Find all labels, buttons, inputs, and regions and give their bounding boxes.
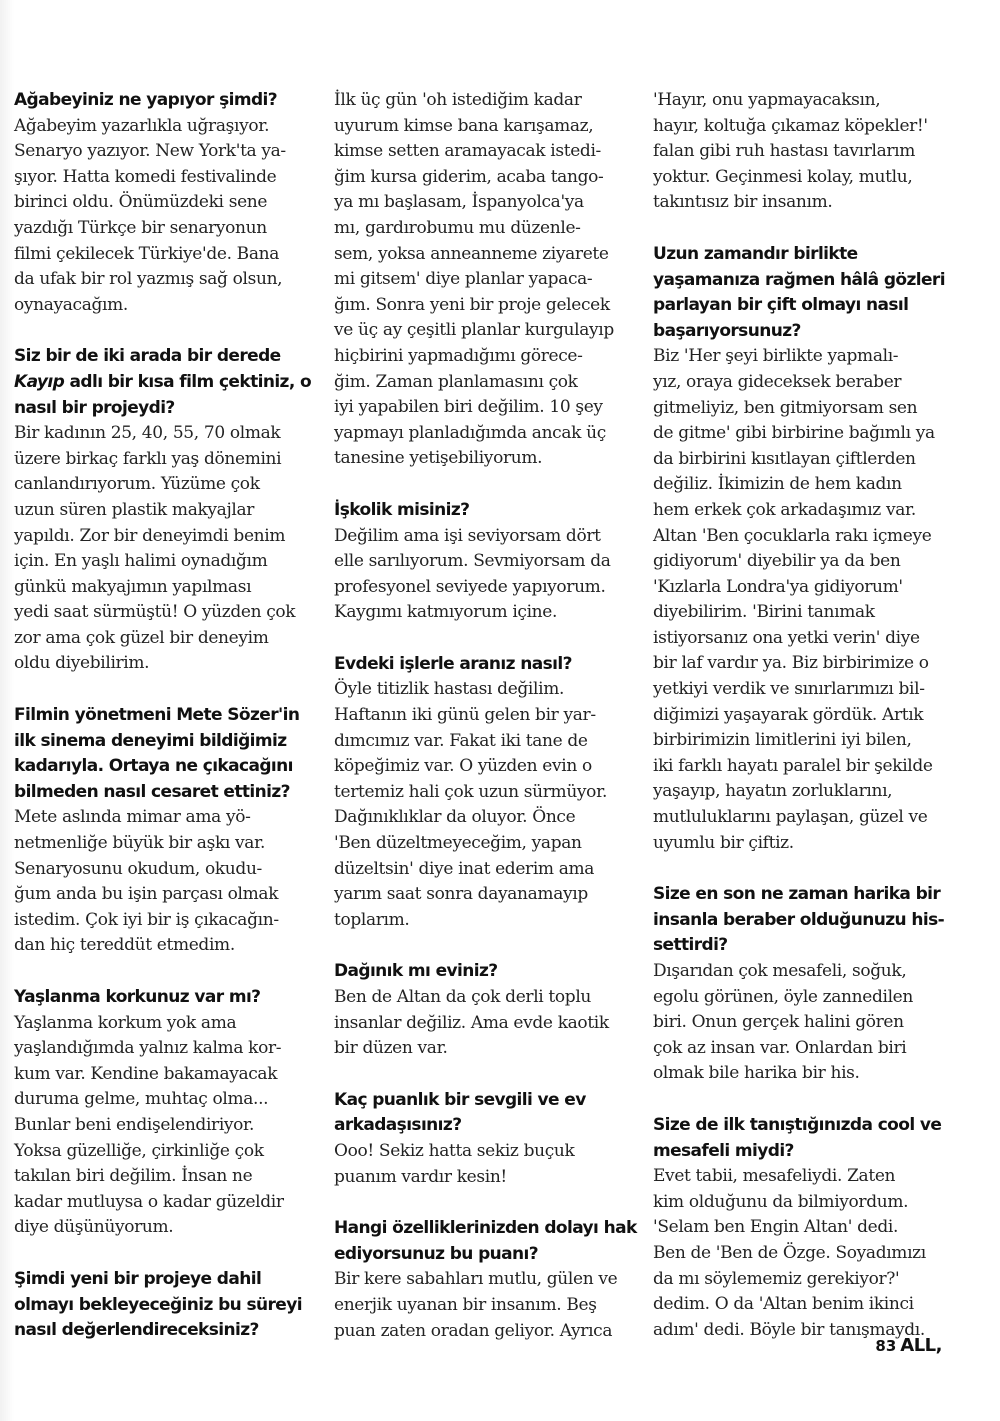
interview-answer xyxy=(653,1164,953,1343)
answer-line: Dışarıdan çok mesafeli, soğuk, xyxy=(653,961,907,981)
answer-line: yazdığı Türkçe bir senaryonun xyxy=(14,217,267,238)
answer-line: iki farklı hayatı paralel bir şekilde xyxy=(653,755,933,776)
answer-line: Bunlar beni endişelendiriyor. xyxy=(14,1114,255,1135)
answer-line: dedim. O da 'Altan benim ikinci xyxy=(653,1294,914,1315)
interview-answer xyxy=(334,1139,634,1190)
answer-line: 'Kızlarla Londra'ya gidiyorum' xyxy=(653,576,903,597)
answer-line: Bir kadının 25, 40, 55, 70 olmak xyxy=(14,423,281,444)
column-3 xyxy=(653,88,953,1369)
qa-block xyxy=(14,344,314,677)
answer-line: takıntısız bir insanım. xyxy=(653,192,833,213)
question-line: Evdeki işlerle aranız nasıl? xyxy=(334,653,572,674)
answer-line: ğim kursa giderim, acaba tango- xyxy=(334,166,604,187)
page-number: 83 xyxy=(875,1337,897,1355)
interview-answer xyxy=(334,677,634,933)
answer-line: adım' dedi. Böyle bir tanışmaydı. xyxy=(653,1319,925,1340)
answer-line: diye düşünüyorum. xyxy=(14,1217,174,1238)
answer-line: Bir kere sabahları mutlu, gülen ve xyxy=(334,1269,618,1290)
answer-line: da ufak bir rol yazmış sağ olsun, xyxy=(14,269,283,290)
answer-line: Altan 'Ben çocuklarla rakı içmeye xyxy=(653,525,932,546)
interview-question xyxy=(14,985,314,1011)
answer-line: de gitme' gibi birbirine bağımlı ya xyxy=(653,423,935,444)
answer-line: ya mı başlasam, İspanyolca'ya xyxy=(334,192,584,213)
question-line: Uzun zamandır birlikte xyxy=(653,243,858,264)
question-line: Size de ilk tanıştığınızda cool ve xyxy=(653,1114,942,1135)
answer-line: Senaryosunu okudum, okudu- xyxy=(14,858,262,879)
answer-line: yapıldı. Zor bir deneyimdi benim xyxy=(14,525,286,546)
answer-line: olmak bile harika bir his. xyxy=(653,1063,860,1084)
question-line: Siz bir de iki arada bir derede xyxy=(14,346,281,367)
answer-line: yapmayı planladığımda ancak üç xyxy=(334,422,606,443)
answer-line: Dağınıklıklar da oluyor. Önce xyxy=(334,807,576,828)
answer-line: diğimizi yaşayarak gördük. Artık xyxy=(653,704,924,725)
answer-line: 'Hayır, onu yapmayacaksın, xyxy=(653,90,881,110)
interview-answer xyxy=(653,88,953,216)
answer-line: filmi çekilecek Türkiye'de. Bana xyxy=(14,243,279,264)
interview-answer xyxy=(14,114,314,319)
question-line: Kayıp adlı bir kısa film çektiniz, o xyxy=(14,371,312,392)
qa-block xyxy=(14,88,314,318)
answer-line: yız, oraya gideceksek beraber xyxy=(653,371,902,392)
answer-line: ğim. Zaman planlamasını çok xyxy=(334,371,578,392)
column-2 xyxy=(334,88,637,1370)
answer-line: Kaygımı katmıyorum içine. xyxy=(334,602,558,623)
question-line: insanla beraber olduğunuzu his- xyxy=(653,909,945,930)
qa-block xyxy=(653,242,953,856)
answer-line: Değilim ama işi seviyorsam dört xyxy=(334,525,601,546)
answer-line: yoktur. Geçinmesi kolay, mutlu, xyxy=(653,166,913,187)
answer-line: gidiyorum' diyebilir ya da ben xyxy=(653,551,901,572)
answer-line: uyumlu bir çiftiz. xyxy=(653,832,794,853)
question-line: nasıl bir projeydi? xyxy=(14,397,175,418)
answer-line: gitmeliyiz, ben gitmiyorsam sen xyxy=(653,397,918,418)
interview-answer xyxy=(334,985,634,1062)
answer-line: değiliz. İkimizin de hem kadın xyxy=(653,474,902,495)
answer-line: profesyonel seviyede yapıyorum. xyxy=(334,576,606,597)
question-line: ilk sinema deneyimi bildiğimiz xyxy=(14,730,287,751)
answer-line: çok az insan var. Onlardan biri xyxy=(653,1037,907,1058)
answer-line: Senaryo yazıyor. New York'ta ya- xyxy=(14,141,286,162)
interview-question xyxy=(334,652,634,678)
answer-line: da birbirini kısıtlayan çiftlerden xyxy=(653,448,916,469)
answer-line: uyurum kimse bana karışamaz, xyxy=(334,115,594,136)
answer-line: mi gitsem' diye planlar yapaca- xyxy=(334,269,593,290)
interview-question xyxy=(14,344,314,421)
column-1 xyxy=(14,88,314,1370)
answer-line: İlk üç gün 'oh istediğim kadar xyxy=(334,90,582,110)
question-line: Hangi özelliklerinizden dolayı hak xyxy=(334,1218,637,1239)
answer-line: kim olduğunu da bilmiyordum. xyxy=(653,1191,909,1212)
answer-line: hiçbirini yapmadığımı görece- xyxy=(334,345,583,366)
question-line: Size en son ne zaman harika bir xyxy=(653,884,941,905)
answer-line: ve üç ay çeşitli planlar kurgulayıp xyxy=(334,320,614,341)
qa-block xyxy=(334,652,634,934)
qa-block xyxy=(334,1088,634,1190)
question-line: Şimdi yeni bir projeye dahil xyxy=(14,1268,262,1289)
answer-line: zor ama çok güzel bir deneyim xyxy=(14,627,269,648)
question-line: Yaşlanma korkunuz var mı? xyxy=(14,987,261,1007)
answer-line: kum var. Kendine bakamayacak xyxy=(14,1063,278,1084)
answer-line: sem, yoksa anneanneme ziyarete xyxy=(334,243,609,264)
interview-answer xyxy=(14,805,314,959)
answer-line: düzeltsin' diye inat ederim ama xyxy=(334,858,595,879)
interview-answer xyxy=(653,344,953,856)
answer-line: puanım vardır kesin! xyxy=(334,1166,507,1187)
answer-line: Mete aslında mimar ama yö- xyxy=(14,807,251,828)
answer-line: elle sarılıyorum. Sevmiyorsam da xyxy=(334,551,611,572)
answer-line: şıyor. Hatta komedi festivalinde xyxy=(14,166,277,187)
answer-line: iyi yapabilen biri değilim. 10 şey xyxy=(334,397,603,418)
interview-question xyxy=(653,882,953,959)
answer-line: tertemiz hali çok uzun sürmüyor. xyxy=(334,781,608,802)
qa-block xyxy=(14,703,314,959)
magazine-logo: ALL, xyxy=(900,1335,942,1356)
interview-question xyxy=(14,88,314,114)
answer-line: Haftanın iki günü gelen bir yar- xyxy=(334,705,596,726)
answer-line: hayır, koltuğa çıkamaz köpekler!' xyxy=(653,115,928,136)
answer-line: birinci oldu. Önümüzdeki sene xyxy=(14,192,268,213)
answer-line: Biz 'Her şeyi birlikte yapmalı- xyxy=(653,346,899,367)
answer-line: puan zaten oradan geliyor. Ayrıca xyxy=(334,1320,613,1341)
answer-line: oldu diyebilirim. xyxy=(14,653,150,674)
answer-line: enerjik uyanan bir insanım. Beş xyxy=(334,1294,597,1315)
answer-line: 'Ben düzeltmeyeceğim, yapan xyxy=(334,833,582,854)
answer-line: Yoksa güzelliğe, çirkinliğe çok xyxy=(14,1140,264,1161)
question-line: nasıl değerlendireceksiniz? xyxy=(14,1320,259,1341)
interview-answer xyxy=(334,88,634,472)
question-line: Ağabeyiniz ne yapıyor şimdi? xyxy=(14,90,278,110)
answer-line: yedi saat sürmüştü! O yüzden çok xyxy=(14,602,296,623)
answer-line: için. En yaşlı halimi oynadığım xyxy=(14,551,268,572)
answer-line: Öyle titizlik hastası değilim. xyxy=(334,679,565,700)
question-line: settirdi? xyxy=(653,935,728,956)
answer-line: ğum anda bu işin parçası olmak xyxy=(14,884,279,905)
answer-line: dımcımız var. Fakat iki tane de xyxy=(334,730,588,751)
interview-question xyxy=(14,1267,314,1344)
qa-block xyxy=(14,985,314,1241)
question-line: kadarıyla. Ortaya ne çıkacağını xyxy=(14,756,293,777)
answer-line: netmenliğe büyük bir aşkı var. xyxy=(14,833,266,854)
answer-line: canlandırıyorum. Yüzüme çok xyxy=(14,474,260,495)
qa-block xyxy=(334,498,634,626)
answer-line: günkü makyajımın yapılması xyxy=(14,576,252,597)
question-line: Filmin yönetmeni Mete Sözer'in xyxy=(14,705,300,726)
qa-block xyxy=(653,1113,953,1343)
answer-line: mı, gardırobumu mu düzenle- xyxy=(334,217,581,238)
interview-question xyxy=(334,498,634,524)
answer-line: Ben de 'Ben de Özge. Soyadımızı xyxy=(653,1242,926,1263)
answer-line: 'Selam ben Engin Altan' dedi. xyxy=(653,1217,899,1238)
qa-block xyxy=(14,1267,314,1344)
qa-block xyxy=(653,882,953,1087)
answer-line: Ooo! Sekiz hatta sekiz buçuk xyxy=(334,1140,575,1161)
interview-answer xyxy=(14,1011,314,1241)
answer-line: oynayacağım. xyxy=(14,294,128,315)
qa-block xyxy=(334,959,634,1061)
film-title: Kayıp xyxy=(14,371,65,392)
answer-line: bir düzen var. xyxy=(334,1038,448,1059)
page-footer xyxy=(875,1335,942,1356)
question-line: mesafeli miydi? xyxy=(653,1140,794,1161)
answer-line: yaşayıp, hayatın zorluklarını, xyxy=(653,781,893,802)
question-line: Kaç puanlık bir sevgili ve ev xyxy=(334,1089,586,1110)
question-line: bilmeden nasıl cesaret ettiniz? xyxy=(14,781,290,802)
answer-line: Yaşlanma korkum yok ama xyxy=(14,1012,237,1033)
answer-line: mutluluklarını paylaşan, güzel ve xyxy=(653,807,928,828)
answer-line: Ben de Altan da çok derli toplu xyxy=(334,987,591,1007)
interview-question xyxy=(334,959,634,985)
answer-line: diyebilirim. 'Birini tanımak xyxy=(653,602,875,623)
qa-block xyxy=(334,88,634,472)
answer-line: birbirimizin limitlerini iyi bilen, xyxy=(653,730,912,751)
answer-line: yarım saat sonra dayanamayıp xyxy=(334,884,588,905)
answer-line: egolu görünen, öyle zannedilen xyxy=(653,986,913,1007)
interview-question xyxy=(653,242,953,344)
answer-line: istedim. Çok iyi bir iş çıkacağın- xyxy=(14,909,279,930)
question-line: olmayı bekleyeceğiniz bu süreyi xyxy=(14,1294,302,1315)
qa-block xyxy=(653,88,953,216)
question-line: parlayan bir çift olmayı nasıl xyxy=(653,295,909,316)
question-line: ediyorsunuz bu puanı? xyxy=(334,1243,539,1264)
interview-answer xyxy=(334,524,634,626)
answer-line: dan hiç tereddüt etmedim. xyxy=(14,935,235,956)
answer-line: duruma gelme, muhtaç olma... xyxy=(14,1089,269,1110)
answer-line: toplarım. xyxy=(334,909,410,930)
answer-line: yetkiyi verdik ve sınırlarımızı bil- xyxy=(653,679,925,700)
answer-line: biri. Onun gerçek halini gören xyxy=(653,1012,904,1033)
question-line: Dağınık mı eviniz? xyxy=(334,961,498,982)
answer-line: takılan biri değilim. İnsan ne xyxy=(14,1166,253,1187)
qa-block xyxy=(334,1216,637,1344)
answer-line: tanesine yetişebiliyorum. xyxy=(334,448,543,469)
answer-line: kimse setten aramayacak istedi- xyxy=(334,141,601,162)
answer-line: köpeğimiz var. O yüzden evin o xyxy=(334,756,592,777)
answer-line: Evet tabii, mesafeliydi. Zaten xyxy=(653,1166,896,1187)
answer-line: bir laf vardır ya. Biz birbirimize o xyxy=(653,653,929,674)
answer-line: insanlar değiliz. Ama evde kaotik xyxy=(334,1012,609,1033)
answer-line: da mı söylememiz gerekiyor?' xyxy=(653,1268,900,1289)
question-line: arkadaşısınız? xyxy=(334,1115,462,1136)
answer-line: kadar mutluysa o kadar güzeldir xyxy=(14,1191,284,1212)
interview-question xyxy=(14,703,314,805)
answer-line: yaşlandığımda yalnız kalma kor- xyxy=(14,1038,282,1059)
interview-answer xyxy=(14,421,314,677)
answer-line: istiyorsanız ona yetki verin' diye xyxy=(653,627,920,648)
answer-line: üzere birkaç farklı yaş dönemini xyxy=(14,448,282,469)
interview-question xyxy=(334,1088,634,1139)
question-line: İşkolik misiniz? xyxy=(334,499,470,520)
answer-line: falan gibi ruh hastası tavırlarım xyxy=(653,141,916,162)
interview-question xyxy=(653,1113,953,1164)
question-line: başarıyorsunuz? xyxy=(653,320,801,341)
interview-answer xyxy=(334,1267,634,1344)
answer-line: uzun süren plastik makyajlar xyxy=(14,499,255,520)
question-line: yaşamanıza rağmen hâlâ gözleri xyxy=(653,269,945,290)
interview-question xyxy=(334,1216,637,1267)
answer-line: hem erkek çok arkadaşımız var. xyxy=(653,499,916,520)
answer-line: Ağabeyim yazarlıkla uğraşıyor. xyxy=(14,115,270,136)
interview-answer xyxy=(653,959,953,1087)
answer-line: ğım. Sonra yeni bir proje gelecek xyxy=(334,294,610,315)
